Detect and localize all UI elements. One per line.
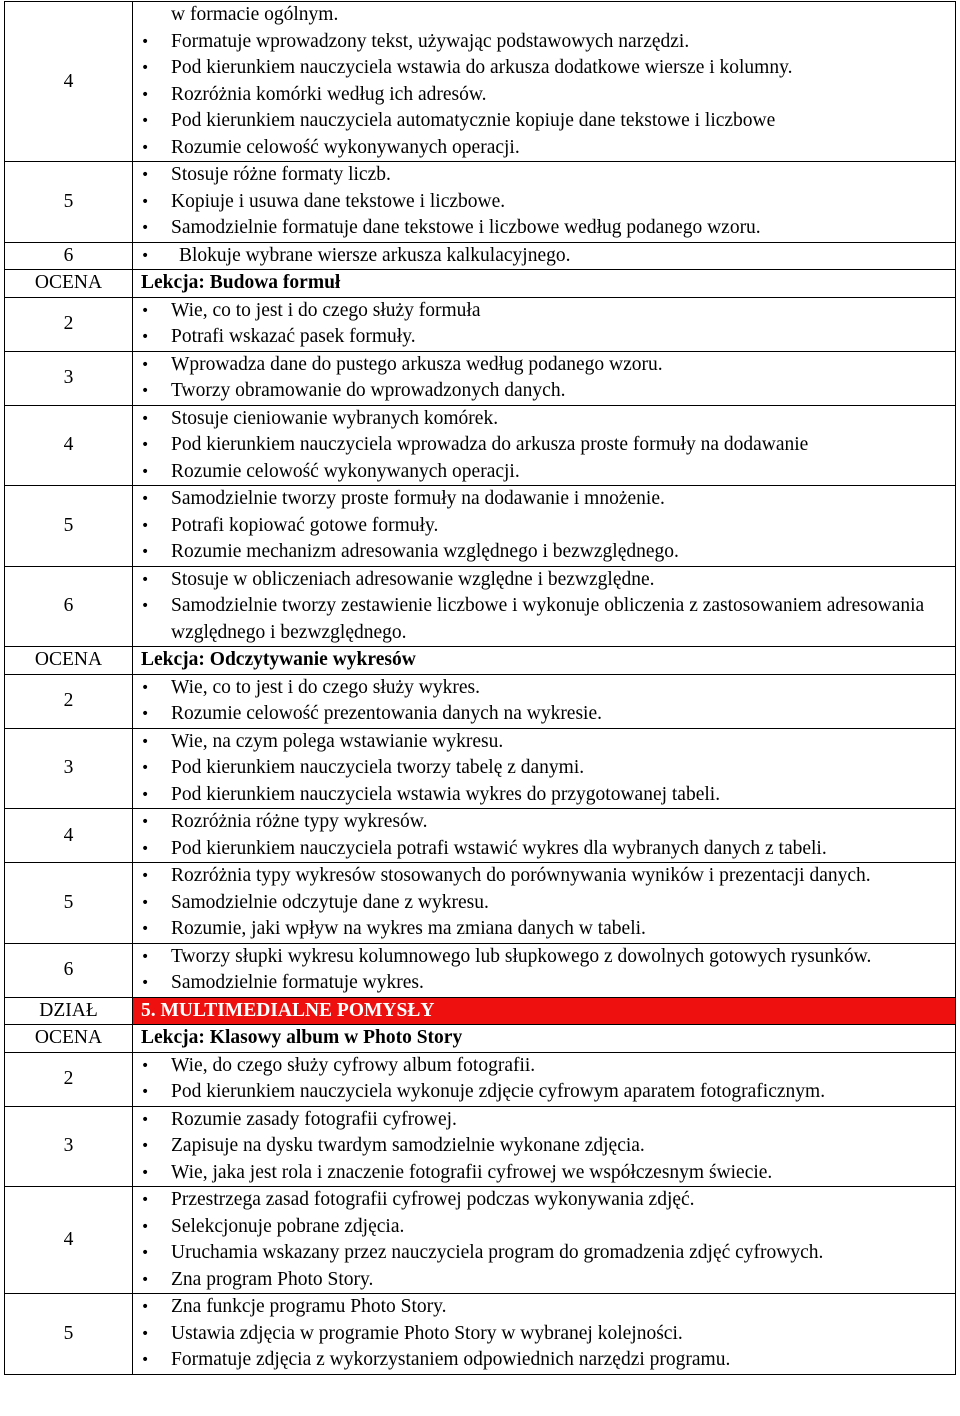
criteria-list <box>141 675 951 728</box>
section-label: DZIAŁ <box>5 997 133 1025</box>
grade-row <box>5 242 956 270</box>
grade-value: 6 <box>5 566 133 647</box>
criteria-item: • Selekcjonuje pobrane zdjęcia. <box>141 1214 951 1241</box>
criteria-item: • Potrafi wskazać pasek formuły. <box>141 324 951 351</box>
grade-row <box>5 1294 956 1375</box>
criteria-item: • Pod kierunkiem nauczyciela automatycznie kopiuje dane tekstowe i liczbowe <box>141 108 951 135</box>
criteria-item: • Rozróżnia różne typy wykresów. <box>141 809 951 836</box>
lesson-header-row <box>5 270 956 298</box>
grade-row <box>5 1052 956 1106</box>
grade-row <box>5 351 956 405</box>
grade-row <box>5 566 956 647</box>
criteria-cell <box>133 1106 956 1187</box>
criteria-list <box>141 243 951 270</box>
grade-value: 6 <box>5 943 133 997</box>
criteria-item: • Pod kierunkiem nauczyciela wprowadza do arkusza proste formuły na dodawanie <box>141 432 951 459</box>
grade-row <box>5 2 956 162</box>
criteria-item: • Pod kierunkiem nauczyciela tworzy tabelę z danymi. <box>141 755 951 782</box>
criteria-list <box>141 567 951 647</box>
criteria-item: • Blokuje wybrane wiersze arkusza kalkulacyjnego. <box>141 243 951 270</box>
grade-row <box>5 809 956 863</box>
criteria-item: • Rozumie, jaki wpływ na wykres ma zmiana danych w tabeli. <box>141 916 951 943</box>
criteria-item: • Potrafi kopiować gotowe formuły. <box>141 513 951 540</box>
criteria-cell <box>133 863 956 944</box>
grade-value: 3 <box>5 351 133 405</box>
grade-row <box>5 162 956 243</box>
criteria-item: • Zapisuje na dysku twardym samodzielnie wykonane zdjęcia. <box>141 1133 951 1160</box>
grade-row <box>5 297 956 351</box>
criteria-cell <box>133 1052 956 1106</box>
grade-column-heading: OCENA <box>5 1025 133 1053</box>
criteria-cell <box>133 1294 956 1375</box>
criteria-item: • Uruchamia wskazany przez nauczyciela program do gromadzenia zdjęć cyfrowych. <box>141 1240 951 1267</box>
criteria-cell <box>133 943 956 997</box>
table-body <box>5 2 956 1375</box>
criteria-item: • Samodzielnie tworzy zestawienie liczbowe i wykonuje obliczenia z zastosowaniem adresowania względnego i bezwzględnego. <box>141 593 951 646</box>
criteria-cell <box>133 728 956 809</box>
criteria-item: • Tworzy słupki wykresu kolumnowego lub słupkowego z dowolnych gotowych rysunków. <box>141 944 951 971</box>
criteria-item: • Przestrzega zasad fotografii cyfrowej podczas wykonywania zdjęć. <box>141 1187 951 1214</box>
lesson-header-row <box>5 1025 956 1053</box>
criteria-item: • Wie, co to jest i do czego służy formuła <box>141 298 951 325</box>
criteria-list <box>141 1187 951 1293</box>
criteria-item: • Rozróżnia typy wykresów stosowanych do porównywania wyników i prezentacji danych. <box>141 863 951 890</box>
criteria-list <box>141 486 951 566</box>
criteria-item: • Rozumie celowość prezentowania danych na wykresie. <box>141 701 951 728</box>
criteria-item: • Stosuje różne formaty liczb. <box>141 162 951 189</box>
criteria-item: • Pod kierunkiem nauczyciela potrafi wstawić wykres dla wybranych danych z tabeli. <box>141 836 951 863</box>
grade-value: 4 <box>5 2 133 162</box>
criteria-item: w formacie ogólnym. <box>171 4 339 25</box>
grade-row <box>5 1187 956 1294</box>
criteria-item: • Wie, na czym polega wstawianie wykresu. <box>141 729 951 756</box>
grade-row <box>5 863 956 944</box>
grade-value: 3 <box>5 728 133 809</box>
grade-value: 6 <box>5 242 133 270</box>
grade-column-heading: OCENA <box>5 647 133 675</box>
grade-value: 5 <box>5 162 133 243</box>
criteria-item: • Pod kierunkiem nauczyciela wstawia do arkusza dodatkowe wiersze i kolumny. <box>141 55 951 82</box>
criteria-list <box>141 944 951 997</box>
grade-value: 5 <box>5 863 133 944</box>
criteria-item: • Pod kierunkiem nauczyciela wstawia wykres do przygotowanej tabeli. <box>141 782 951 809</box>
criteria-list <box>141 863 951 943</box>
criteria-item: • Rozumie zasady fotografii cyfrowej. <box>141 1107 951 1134</box>
criteria-list <box>141 406 951 486</box>
criteria-item: • Ustawia zdjęcia w programie Photo Story w wybranej kolejności. <box>141 1321 951 1348</box>
grade-value: 2 <box>5 297 133 351</box>
criteria-list <box>141 2 951 161</box>
lesson-title: Lekcja: Klasowy album w Photo Story <box>133 1025 956 1053</box>
criteria-cell <box>133 351 956 405</box>
criteria-list <box>141 1294 951 1374</box>
criteria-item: • Samodzielnie odczytuje dane z wykresu. <box>141 890 951 917</box>
criteria-item: • Rozumie mechanizm adresowania względnego i bezwzględnego. <box>141 539 951 566</box>
grade-row <box>5 405 956 486</box>
criteria-list <box>141 809 951 862</box>
criteria-list <box>141 1053 951 1106</box>
criteria-item: • Wie, do czego służy cyfrowy album fotografii. <box>141 1053 951 1080</box>
criteria-item: • Rozróżnia komórki według ich adresów. <box>141 82 951 109</box>
criteria-item: • Samodzielnie formatuje dane tekstowe i liczbowe według podanego wzoru. <box>141 215 951 242</box>
criteria-cell <box>133 809 956 863</box>
criteria-item: • Samodzielnie formatuje wykres. <box>141 970 951 997</box>
criteria-cell <box>133 1187 956 1294</box>
grade-value: 2 <box>5 674 133 728</box>
criteria-item: • Pod kierunkiem nauczyciela wykonuje zdjęcie cyfrowym aparatem fotograficznym. <box>141 1079 951 1106</box>
grade-column-heading: OCENA <box>5 270 133 298</box>
criteria-list <box>141 1107 951 1187</box>
criteria-item: • Stosuje cieniowanie wybranych komórek. <box>141 406 951 433</box>
criteria-cell <box>133 297 956 351</box>
section-header-row <box>5 997 956 1025</box>
criteria-item: • Samodzielnie tworzy proste formuły na dodawanie i mnożenie. <box>141 486 951 513</box>
criteria-item: • Kopiuje i usuwa dane tekstowe i liczbowe. <box>141 189 951 216</box>
grade-value: 5 <box>5 486 133 567</box>
criteria-item: • Tworzy obramowanie do wprowadzonych danych. <box>141 378 951 405</box>
criteria-cell <box>133 486 956 567</box>
criteria-cell <box>133 162 956 243</box>
grade-row <box>5 943 956 997</box>
grade-row <box>5 486 956 567</box>
lesson-title: Lekcja: Odczytywanie wykresów <box>133 647 956 675</box>
grade-value: 3 <box>5 1106 133 1187</box>
criteria-cell <box>133 242 956 270</box>
grade-row <box>5 728 956 809</box>
grade-value: 2 <box>5 1052 133 1106</box>
criteria-item: • Wie, jaka jest rola i znaczenie fotografii cyfrowej we współczesnym świecie. <box>141 1160 951 1187</box>
criteria-cell <box>133 566 956 647</box>
criteria-item: • Rozumie celowość wykonywanych operacji. <box>141 459 951 486</box>
criteria-list <box>141 352 951 405</box>
lesson-title: Lekcja: Budowa formuł <box>133 270 956 298</box>
grade-value: 4 <box>5 405 133 486</box>
grade-criteria-table <box>4 1 956 1375</box>
grade-row <box>5 674 956 728</box>
criteria-item: • Zna funkcje programu Photo Story. <box>141 1294 951 1321</box>
criteria-item: • Wprowadza dane do pustego arkusza według podanego wzoru. <box>141 352 951 379</box>
grade-row <box>5 1106 956 1187</box>
criteria-item: • Rozumie celowość wykonywanych operacji. <box>141 135 951 162</box>
criteria-cell <box>133 674 956 728</box>
grade-value: 4 <box>5 1187 133 1294</box>
criteria-item: • Formatuje zdjęcia z wykorzystaniem odpowiednich narzędzi programu. <box>141 1347 951 1374</box>
criteria-list <box>141 162 951 242</box>
criteria-cell <box>133 2 956 162</box>
criteria-list <box>141 729 951 809</box>
grade-value: 4 <box>5 809 133 863</box>
grade-value: 5 <box>5 1294 133 1375</box>
criteria-item: • Zna program Photo Story. <box>141 1267 951 1294</box>
criteria-item: • Wie, co to jest i do czego służy wykres. <box>141 675 951 702</box>
criteria-cell <box>133 405 956 486</box>
section-title: 5. MULTIMEDIALNE POMYSŁY <box>133 997 956 1025</box>
criteria-list <box>141 298 951 351</box>
criteria-item: • Formatuje wprowadzony tekst, używając podstawowych narzędzi. <box>141 29 951 56</box>
criteria-item: • Stosuje w obliczeniach adresowanie względne i bezwzględne. <box>141 567 951 594</box>
lesson-header-row <box>5 647 956 675</box>
